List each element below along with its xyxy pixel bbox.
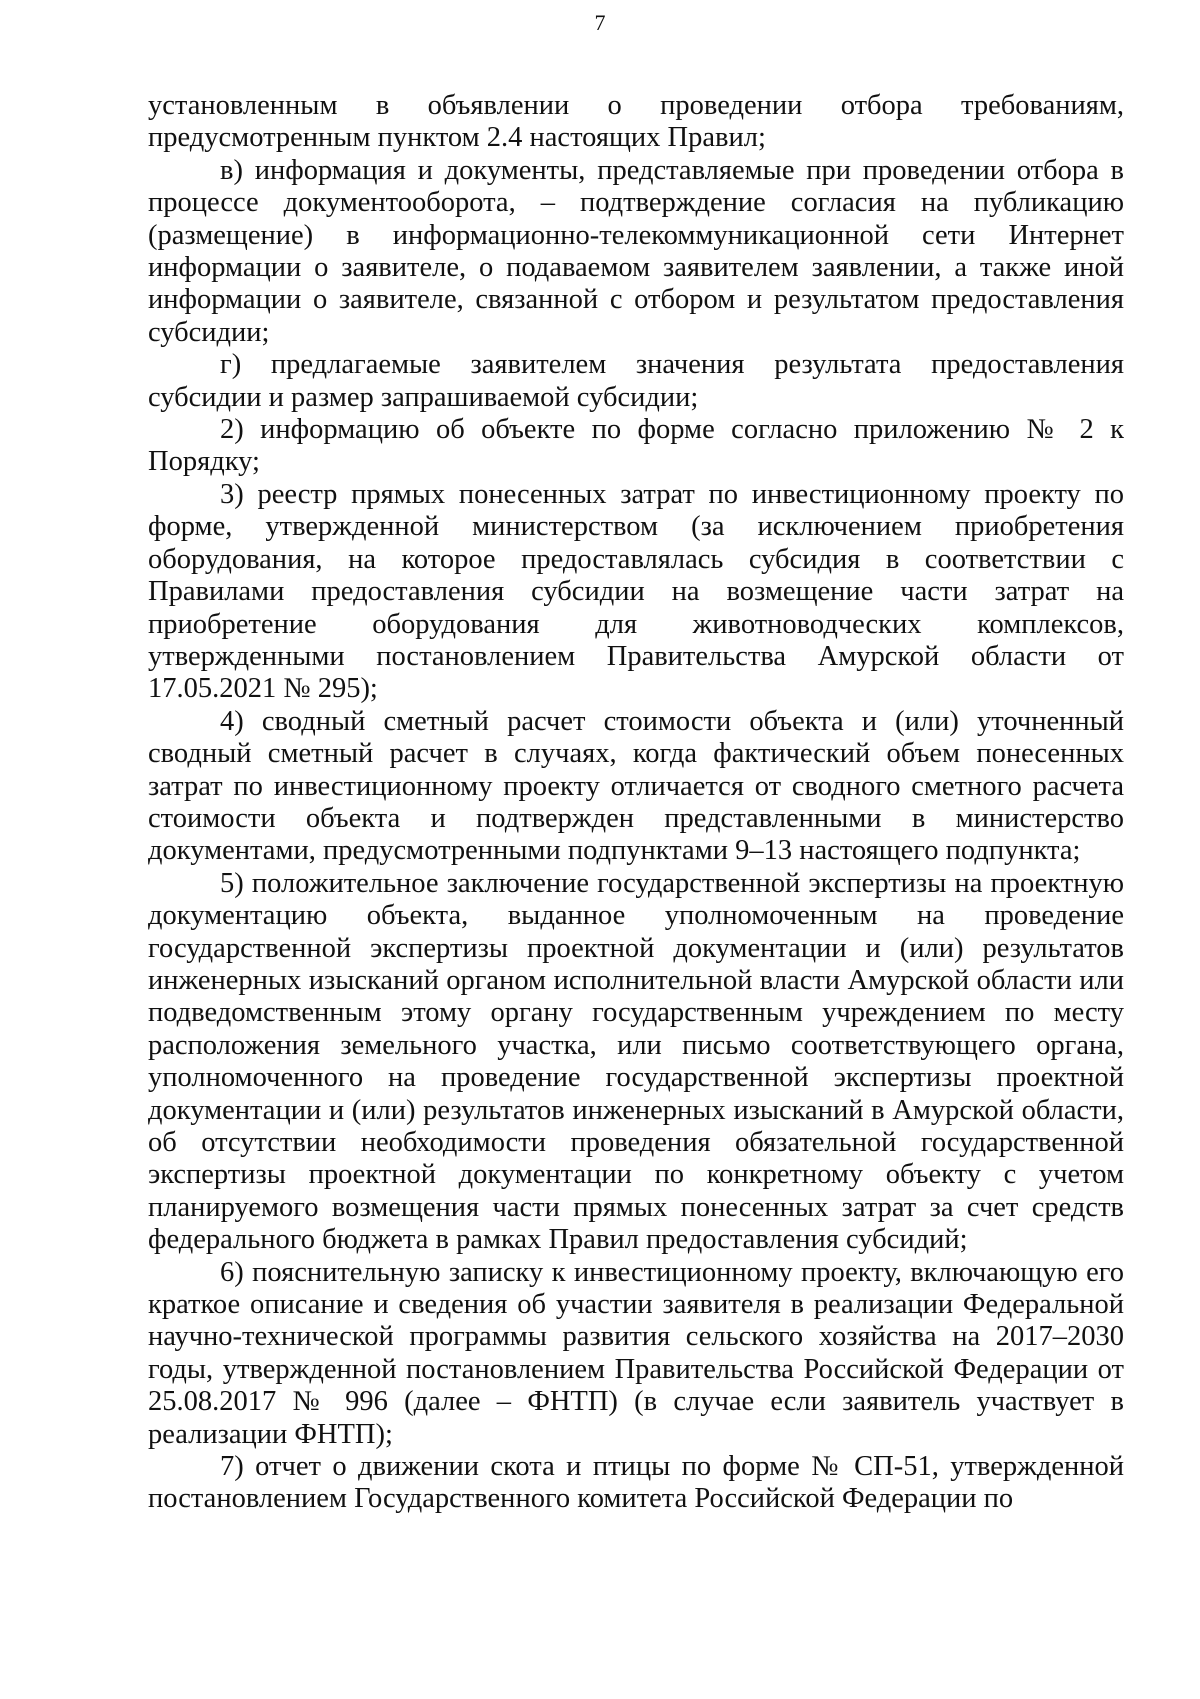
paragraph: 2) информацию об объекте по форме согласно приложению № 2 к Порядку; — [148, 414, 1124, 478]
paragraph: в) информация и документы, представляемые при проведении отбора в процессе документооборота, – подтверждение согласия на публикацию (размещение) в информационно-телекоммуникационной сети Интернет информации о заявителе, о подаваемом заявителем заявлении, а также иной информации о заявителе, связанной с отбором и результатом предоставления субсидии; — [148, 154, 1124, 348]
page-number: 7 — [594, 10, 606, 35]
paragraph: г) предлагаемые заявителем значения результата предоставления субсидии и размер запрашиваемой субсидии; — [148, 349, 1124, 413]
paragraph: 7) отчет о движении скота и птицы по форме № СП-51, утвержденной постановлением Государственного комитета Российской Федерации по — [148, 1451, 1124, 1515]
paragraph: 5) положительное заключение государственной экспертизы на проектную документацию объекта, выданное уполномоченным на проведение государственной экспертизы проектной документации и (или) результатов инженерных изысканий органом исполнительной власти Амурской области или подведомственным этому органу государственным учреждением по месту расположения земельного участка, или письмо соответствующего органа, уполномоченного на проведение государственной экспертизы проектной документации и (или) результатов инженерных изысканий в Амурской области, об отсутствии необходимости проведения обязательной государственной экспертизы проектной документации по конкретному объекту с учетом планируемого возмещения части прямых понесенных затрат за счет средств федерального бюджета в рамках Правил предоставления субсидий; — [148, 867, 1124, 1256]
paragraph: 4) сводный сметный расчет стоимости объекта и (или) уточненный сводный сметный расчет в случаях, когда фактический объем понесенных затрат по инвестиционному проекту отличается от сводного сметного расчета стоимости объекта и подтвержден представленными в министерство документами, предусмотренными подпунктами 9–13 настоящего подпункта; — [148, 705, 1124, 867]
paragraph: 3) реестр прямых понесенных затрат по инвестиционному проекту по форме, утвержденной министерством (за исключением приобретения оборудования, на которое предоставлялась субсидия в соответствии с Правилами предоставления субсидии на возмещение части затрат на приобретение оборудования для животноводческих комплексов, утвержденными постановлением Правительства Амурской области от 17.05.2021 № 295); — [148, 478, 1124, 705]
paragraph: 6) пояснительную записку к инвестиционному проекту, включающую его краткое описание и сведения об участии заявителя в реализации Федеральной научно-технической программы развития сельского хозяйства на 2017–2030 годы, утвержденной постановлением Правительства Российской Федерации от 25.08.2017 № 996 (далее – ФНТП) (в случае если заявитель участвует в реализации ФНТП); — [148, 1256, 1124, 1450]
paragraph: установленным в объявлении о проведении отбора требованиям, предусмотренным пунктом 2.4 настоящих Правил; — [148, 90, 1124, 154]
document-body — [148, 90, 1124, 1516]
